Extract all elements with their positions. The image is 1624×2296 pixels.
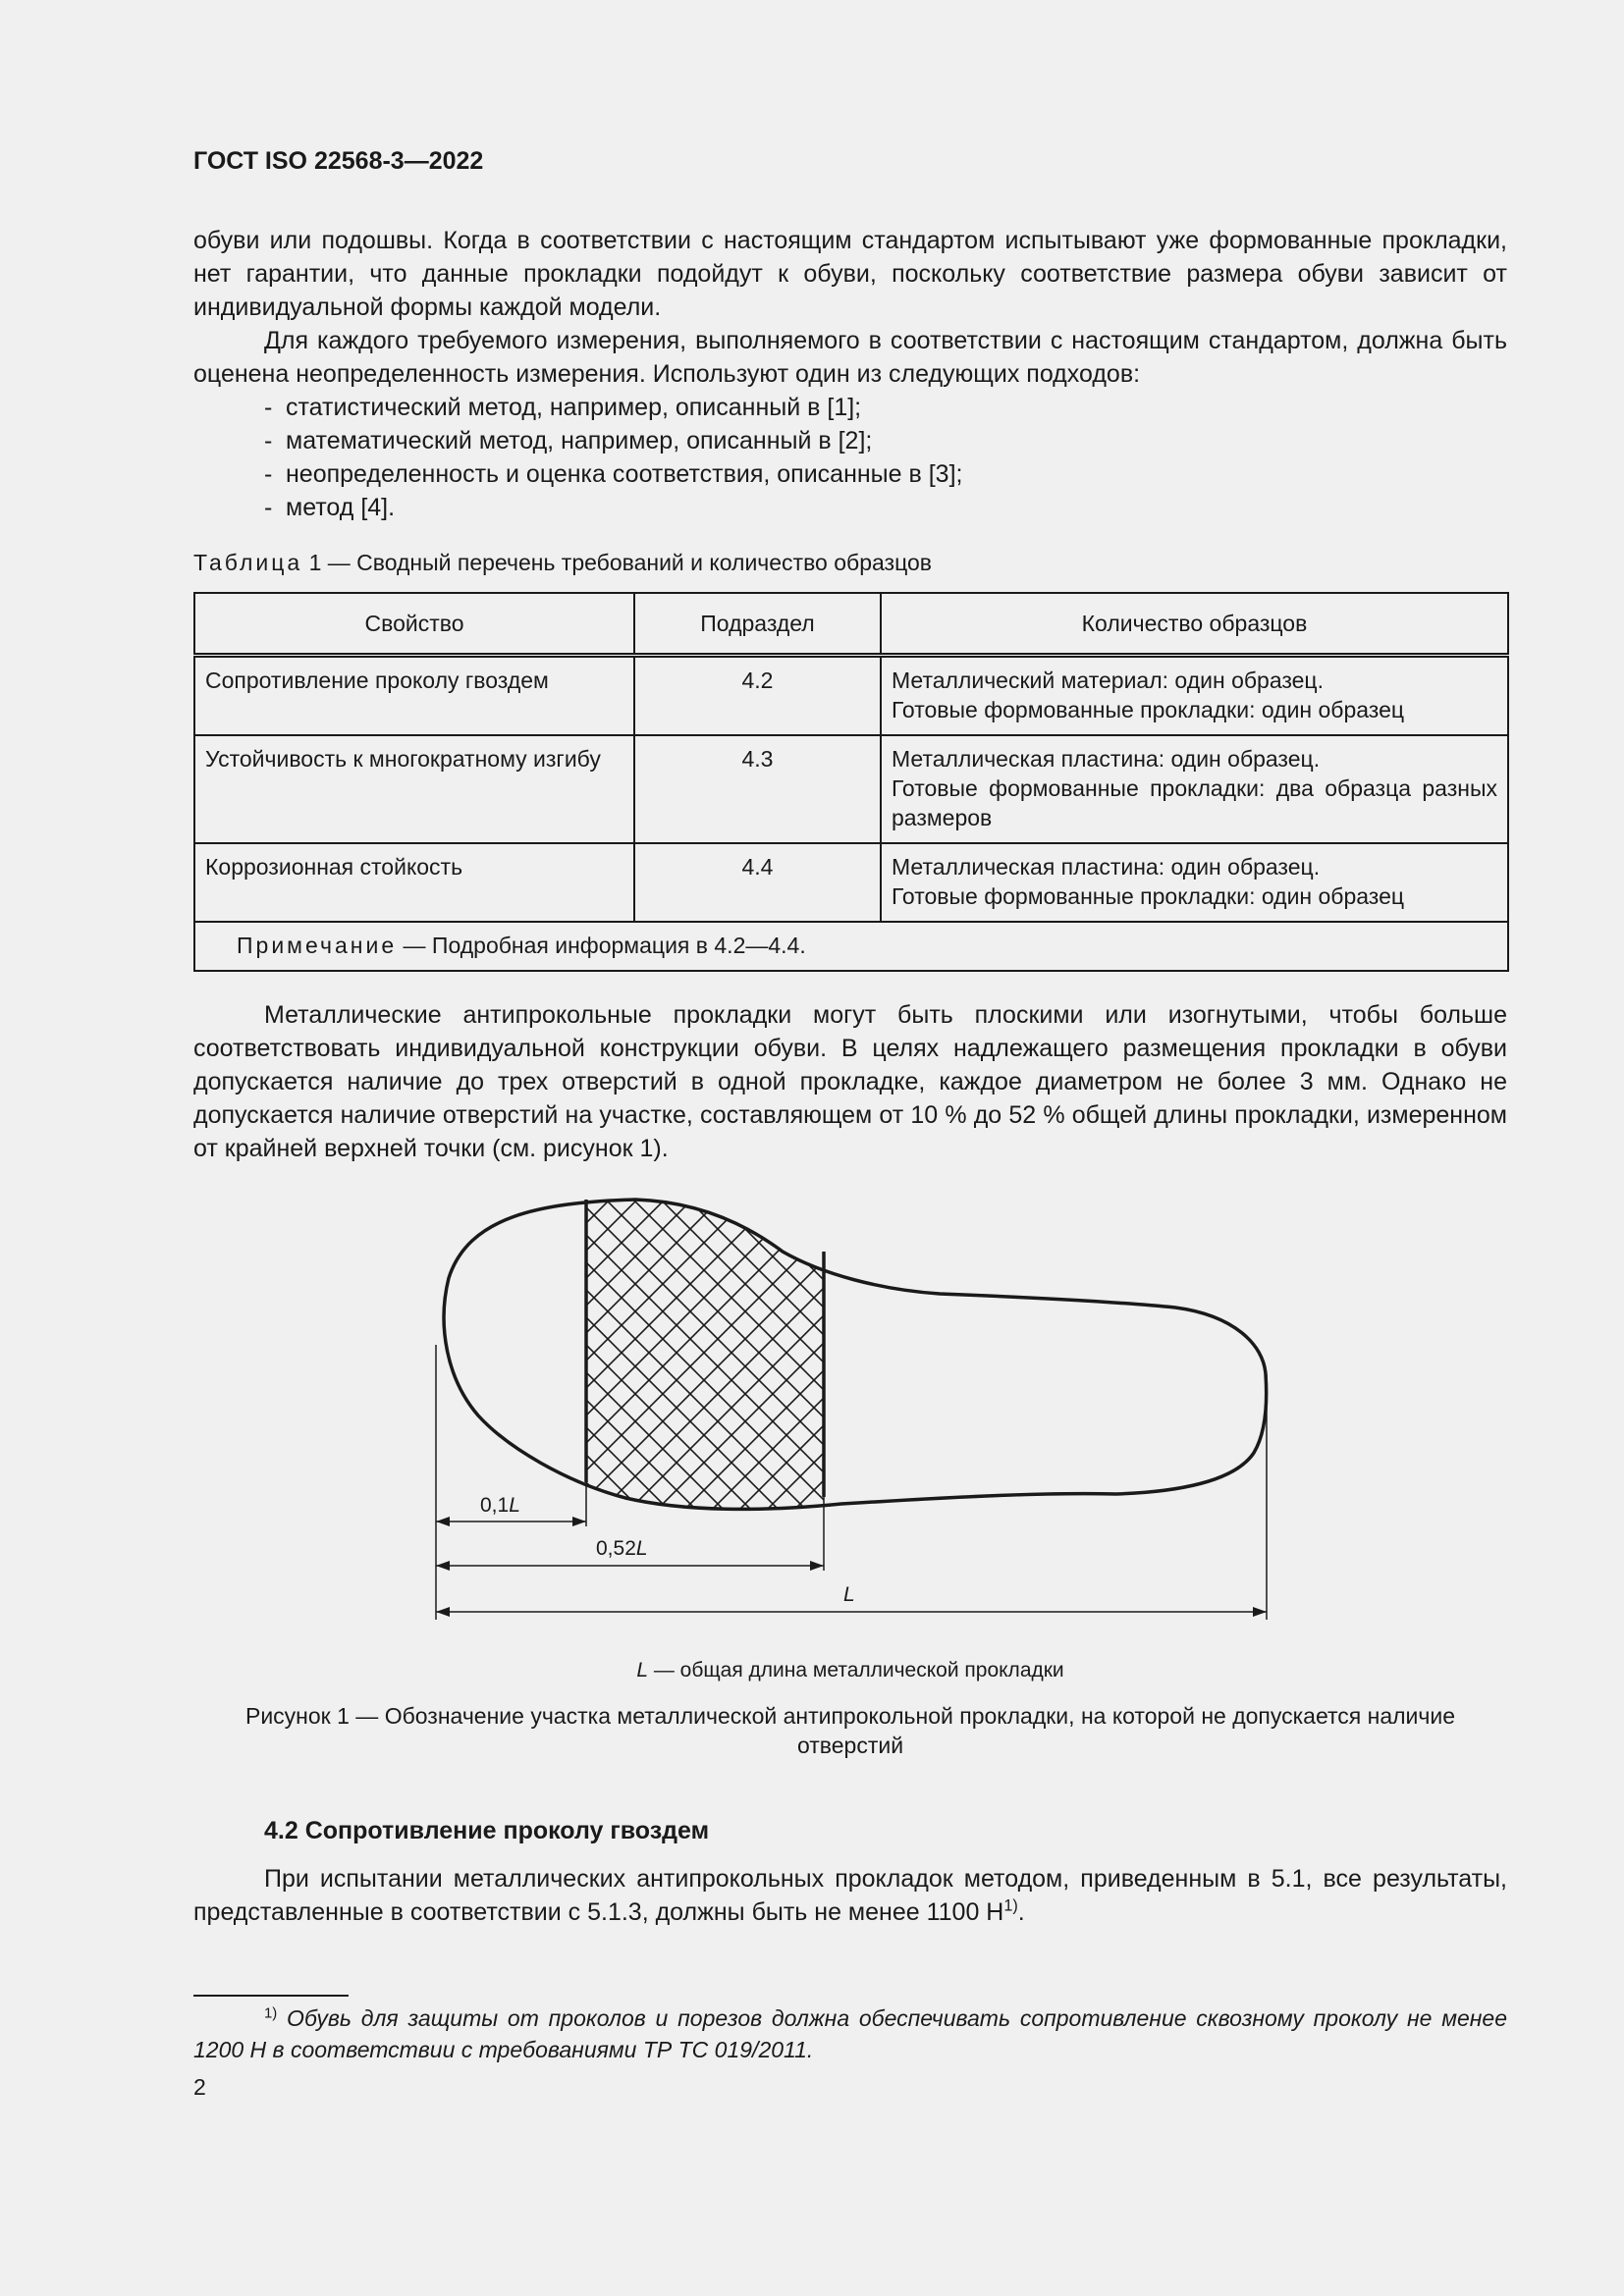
hatched-zone	[586, 1188, 824, 1522]
list-item: - математический метод, например, описанный в [2];	[264, 427, 873, 454]
section-heading: 4.2 Сопротивление проколу гвоздем	[264, 1817, 710, 1844]
footnote: $^{1)}$ Обувь для защиты от проколов и порезов должна обеспечивать сопротивление сквозному проколу не менее 1200 Н в соответствии с требованиями ТР ТС 019/2011.	[193, 2004, 1507, 2062]
requirements-table	[193, 592, 1509, 972]
table-row	[194, 735, 1508, 843]
intro-block	[193, 224, 1507, 524]
cell-samples: Металлический материал: один образец. Готовые формованные прокладки: один образец	[881, 656, 1508, 736]
svg-text:0,52L: 0,52L	[596, 1537, 648, 1560]
insole-outline	[444, 1200, 1267, 1509]
svg-text:0,1L: 0,1L	[480, 1494, 520, 1517]
table-row	[194, 843, 1508, 922]
cell-section: 4.2	[634, 656, 881, 736]
cell-samples: Металлическая пластина: один образец. Готовые формованные прокладки: один образец	[881, 843, 1508, 922]
insole-figure	[429, 1188, 1293, 1639]
paragraph-holes: Металлические антипрокольные прокладки могут быть плоскими или изогнутыми, чтобы больше соответствовать индивидуальной конструкции обуви. В целях надлежащего размещения прокладки в обуви допускается наличие до трех отверстий в одной прокладке, каждое диаметром не более 3 мм. Однако не допускается наличие отверстий на участке, составляющем от 10 % до 52 % общей длины прокладки, измеренном от крайней верхней точки (см. рисунок 1).	[193, 1001, 1507, 1162]
table-note-row	[194, 922, 1508, 971]
table-header-row	[194, 593, 1508, 656]
list-item: - статистический метод, например, описанный в [1];	[264, 394, 862, 421]
cell-samples: Металлическая пластина: один образец. Готовые формованные прокладки: два образца разных размеров	[881, 735, 1508, 843]
paragraph-puncture: При испытании металлических антипрокольных прокладок методом, приведенным в 5.1, все результаты, представленные в соответствии с 5.1.3, должны быть не менее 1100 $Н^{1)}$.	[193, 1865, 1507, 1926]
list-item: - метод [4].	[264, 494, 396, 521]
svg-text:L: L	[843, 1583, 855, 1606]
table-note: Примечание — Подробная информация в 4.2—4.4.	[194, 922, 1508, 971]
table-row	[194, 656, 1508, 736]
cell-property: Коррозионная стойкость	[194, 843, 634, 922]
cell-section: 4.3	[634, 735, 881, 843]
figure-caption: Рисунок 1 — Обозначение участка металлической антипрокольной прокладки, на которой не допускается наличие отверстий	[244, 1703, 1456, 1758]
header-property: Свойство	[194, 593, 634, 656]
dimension-L	[436, 1583, 1267, 1617]
header-section: Подраздел	[634, 593, 881, 656]
cell-property: Устойчивость к многократному изгибу	[194, 735, 634, 843]
table-caption: Таблица 1 — Сводный перечень требований и количество образцов	[193, 550, 932, 575]
figure-legend: L — общая длина металлической прокладки	[636, 1659, 1064, 1682]
footnote-rule	[193, 1995, 349, 1997]
footnote-reference[interactable]: 1)	[1003, 1896, 1018, 1915]
document-header: ГОСТ ISO 22568-3—2022	[193, 147, 484, 175]
cell-property: Сопротивление проколу гвоздем	[194, 656, 634, 736]
paragraph-uncertainty: Для каждого требуемого измерения, выполняемого в соответствии с настоящим стандартом, должна быть оценена неопределенность измерения. Используют один из следующих подходов:	[193, 327, 1507, 388]
list-item: - неопределенность и оценка соответствия, описанные в [3];	[264, 460, 963, 488]
dimension-052L	[436, 1537, 824, 1571]
paragraph-continuation: обуви или подошвы. Когда в соответствии с настоящим стандартом испытывают уже формованные прокладки, нет гарантии, что данные прокладки подойдут к обуви, поскольку соответствие размера обуви зависит от индивидуальной формы каждой модели.	[193, 227, 1507, 321]
cell-section: 4.4	[634, 843, 881, 922]
approaches-list	[193, 391, 1507, 524]
header-samples: Количество образцов	[881, 593, 1508, 656]
page-number: 2	[193, 2074, 206, 2100]
dimension-01L	[436, 1494, 586, 1526]
